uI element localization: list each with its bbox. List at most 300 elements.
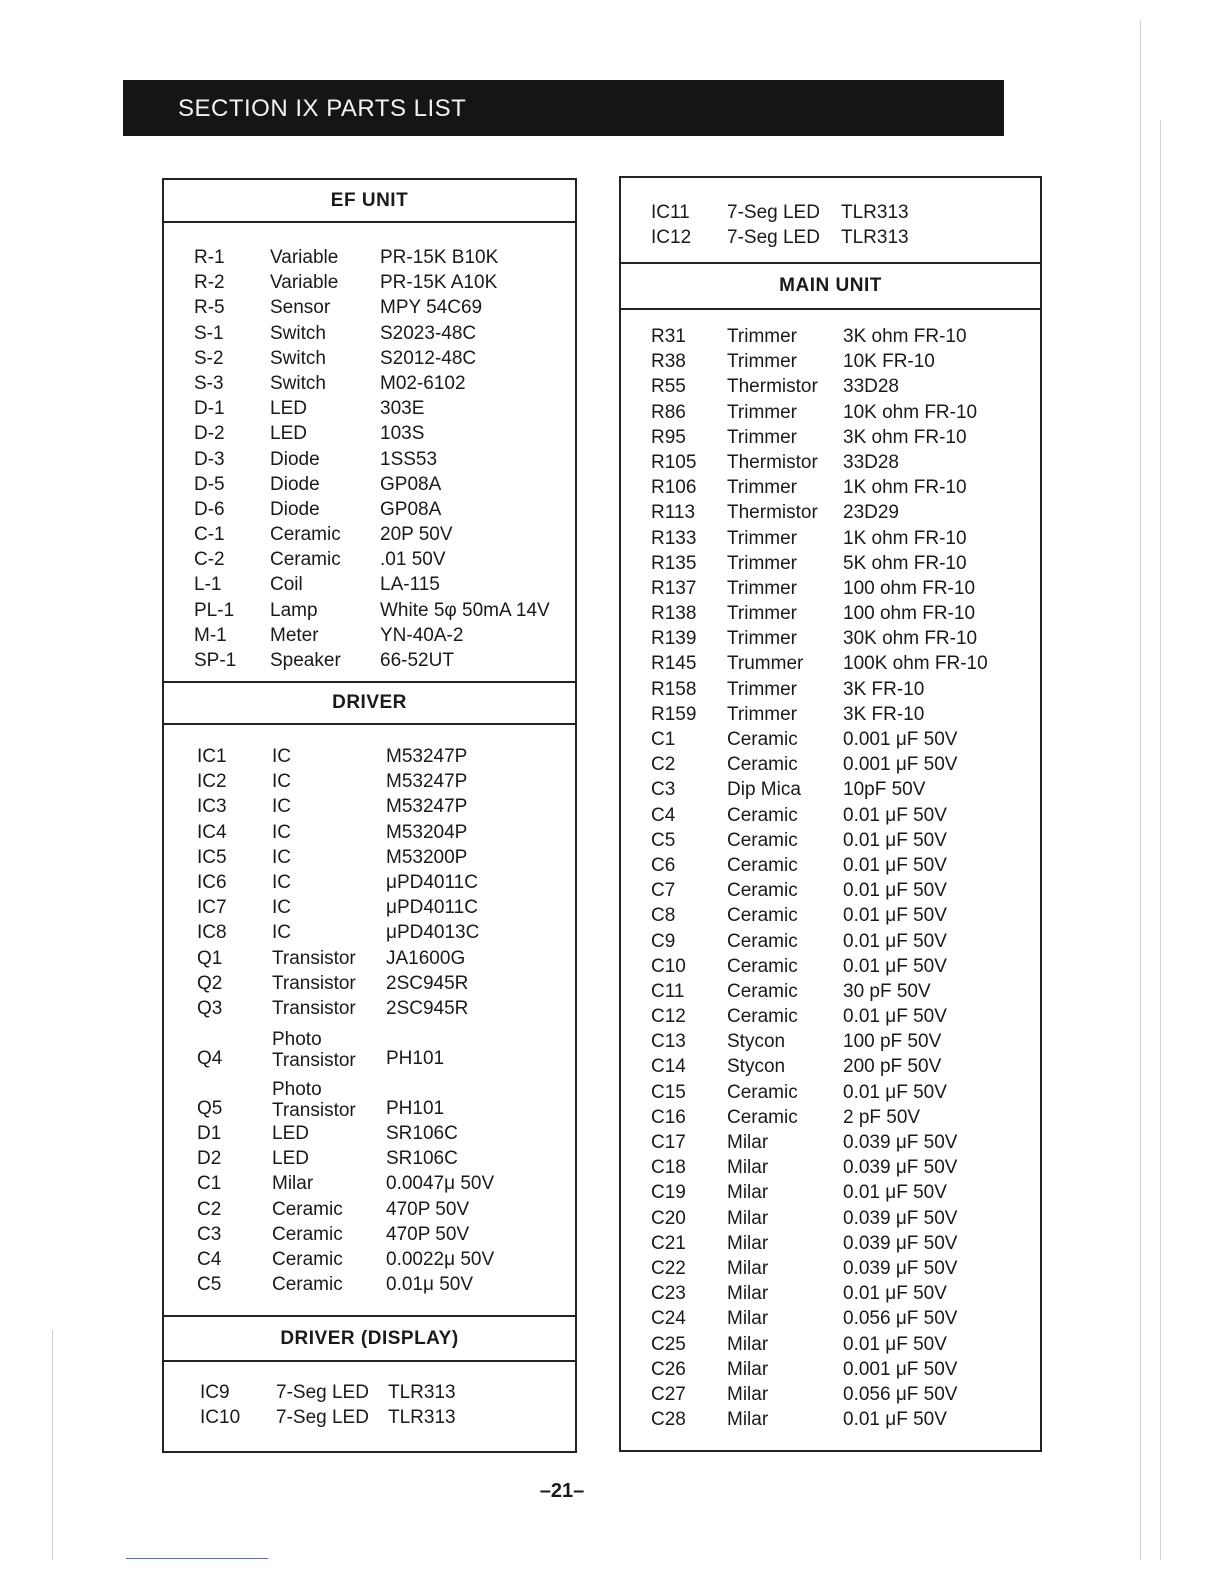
parts-row <box>621 803 1040 828</box>
ef-unit-heading: EF UNIT <box>164 180 575 223</box>
parts-row <box>621 828 1040 853</box>
part-value: μPD4011C <box>386 897 478 919</box>
part-ref: Q2 <box>197 972 223 994</box>
parts-row <box>164 1171 575 1196</box>
part-value: 0.039 μF 50V <box>843 1207 958 1229</box>
part-ref: C1 <box>197 1173 222 1195</box>
part-ref: L-1 <box>194 574 222 596</box>
part-desc: Trummer <box>727 653 804 675</box>
parts-row <box>621 1180 1040 1205</box>
parts-row <box>164 648 575 673</box>
part-desc: Lamp <box>270 599 318 621</box>
part-value: 33D28 <box>843 451 899 473</box>
parts-row <box>621 929 1040 954</box>
parts-row <box>621 400 1040 425</box>
parts-row <box>621 1281 1040 1306</box>
part-ref: Q3 <box>197 997 223 1019</box>
left-parts-panel <box>162 178 577 1453</box>
parts-row <box>621 225 1040 250</box>
part-desc: Ceramic <box>727 980 798 1002</box>
part-desc: Milar <box>727 1207 769 1229</box>
part-desc: Milar <box>727 1333 769 1355</box>
part-value: 0.01 μF 50V <box>843 880 947 902</box>
parts-row <box>621 651 1040 676</box>
parts-row <box>164 1405 575 1430</box>
page-number: –21– <box>539 1480 585 1502</box>
part-desc: Trimmer <box>727 527 797 549</box>
part-desc: Ceramic <box>727 1106 798 1128</box>
part-value: M53200P <box>386 846 468 868</box>
part-desc: Milar <box>727 1383 769 1405</box>
parts-row <box>164 920 575 945</box>
part-desc: IC <box>272 922 291 944</box>
parts-row <box>621 1080 1040 1105</box>
driver-display-list <box>164 1362 575 1430</box>
part-value: 100 ohm FR-10 <box>843 577 976 599</box>
part-desc: Dip Mica <box>727 779 801 801</box>
part-ref: PL-1 <box>194 599 235 621</box>
parts-row <box>621 702 1040 727</box>
parts-row <box>164 572 575 597</box>
part-value: YN-40A-2 <box>380 624 464 646</box>
part-desc: IC <box>272 746 291 767</box>
part-value: 1K ohm FR-10 <box>843 477 967 499</box>
parts-row <box>164 1071 575 1121</box>
part-desc: Thermistor <box>727 502 818 524</box>
part-ref: IC10 <box>200 1407 241 1429</box>
part-value: M53247P <box>386 771 468 793</box>
parts-row <box>621 1155 1040 1180</box>
part-desc: Ceramic <box>270 524 341 546</box>
parts-row <box>164 769 575 794</box>
part-value: 0.056 μF 50V <box>843 1308 958 1330</box>
parts-row <box>164 421 575 446</box>
parts-row <box>164 396 575 421</box>
parts-row <box>164 245 575 270</box>
part-value: 100K ohm FR-10 <box>843 653 988 675</box>
part-ref: M-1 <box>194 624 227 646</box>
part-ref: C4 <box>651 804 676 826</box>
part-desc: Trimmer <box>727 351 797 373</box>
part-ref: Q1 <box>197 947 223 969</box>
part-value: μPD4011C <box>386 871 478 893</box>
driver-heading: DRIVER <box>164 681 575 725</box>
parts-row <box>164 820 575 845</box>
part-ref: D-1 <box>194 398 225 420</box>
part-desc: Trimmer <box>727 426 797 448</box>
parts-row <box>621 500 1040 525</box>
parts-row <box>621 1054 1040 1079</box>
part-value: PH101 <box>386 1048 445 1070</box>
part-desc: Transistor <box>272 947 356 969</box>
parts-row <box>621 752 1040 777</box>
part-desc: Milar <box>727 1257 769 1279</box>
part-ref: C22 <box>651 1257 686 1279</box>
part-ref: C5 <box>197 1274 222 1296</box>
part-ref: IC9 <box>200 1382 230 1403</box>
part-ref: C2 <box>197 1198 222 1220</box>
part-ref: R133 <box>651 527 697 549</box>
part-desc: Ceramic <box>727 804 798 826</box>
part-desc: Meter <box>270 624 319 646</box>
part-desc: Milar <box>727 1358 769 1380</box>
part-value: 0.01 μF 50V <box>843 930 947 952</box>
parts-row <box>164 1222 575 1247</box>
parts-row <box>621 349 1040 374</box>
part-ref: C16 <box>651 1106 686 1128</box>
part-ref: C18 <box>651 1157 686 1179</box>
parts-row <box>164 623 575 648</box>
parts-row <box>164 744 575 769</box>
part-ref: SP-1 <box>194 650 237 671</box>
part-ref: IC12 <box>651 227 692 249</box>
part-value: MPY 54C69 <box>380 297 483 319</box>
part-ref: C-2 <box>194 549 225 571</box>
part-value: 200 pF 50V <box>843 1056 942 1078</box>
part-ref: R86 <box>651 401 686 423</box>
part-value: TLR313 <box>388 1407 456 1429</box>
parts-row <box>164 895 575 920</box>
part-desc: Milar <box>727 1283 769 1305</box>
parts-row <box>164 346 575 371</box>
part-ref: C10 <box>651 955 686 977</box>
parts-row <box>621 1332 1040 1357</box>
part-value: 20P 50V <box>380 524 453 546</box>
part-desc: Ceramic <box>272 1274 343 1296</box>
main-unit-heading: MAIN UNIT <box>621 262 1040 310</box>
part-desc: IC <box>272 897 291 919</box>
part-ref: C26 <box>651 1358 686 1380</box>
section-banner: SECTION IX PARTS LIST <box>123 80 1004 136</box>
part-value: 100 ohm FR-10 <box>843 603 976 625</box>
part-value: TLR313 <box>841 227 909 249</box>
part-desc: Photo Transistor <box>272 1029 356 1072</box>
part-ref: R139 <box>651 628 697 650</box>
parts-row <box>164 1021 575 1071</box>
parts-row <box>621 324 1040 349</box>
part-ref: S-3 <box>194 372 224 394</box>
part-desc: Stycon <box>727 1031 786 1053</box>
part-ref: C9 <box>651 930 676 952</box>
part-value: 3K ohm FR-10 <box>843 426 967 448</box>
part-value: SR106C <box>386 1123 458 1145</box>
part-ref: R158 <box>651 678 697 700</box>
part-ref: IC11 <box>651 202 690 223</box>
parts-row <box>621 979 1040 1004</box>
parts-row <box>621 878 1040 903</box>
parts-row <box>164 971 575 996</box>
parts-row <box>164 870 575 895</box>
part-ref: C12 <box>651 1006 686 1028</box>
part-value: 0.01 μF 50V <box>843 829 947 851</box>
part-desc: LED <box>270 398 307 420</box>
part-ref: R113 <box>651 502 696 524</box>
part-value: S2023-48C <box>380 322 477 344</box>
part-value: 303E <box>380 398 425 420</box>
part-value: 0.01 μF 50V <box>843 1333 947 1355</box>
part-ref: C25 <box>651 1333 686 1355</box>
part-desc: Trimmer <box>727 552 797 574</box>
parts-row <box>621 576 1040 601</box>
part-desc: Ceramic <box>727 754 798 776</box>
parts-row <box>621 374 1040 399</box>
scan-edge-line <box>1140 20 1141 1560</box>
part-desc: Variable <box>270 272 339 294</box>
part-desc: Switch <box>270 372 326 394</box>
part-ref: Q4 <box>197 1048 223 1070</box>
part-desc: Photo Transistor <box>272 1079 356 1122</box>
part-value: M53247P <box>386 796 468 818</box>
part-ref: R106 <box>651 477 697 499</box>
parts-row <box>621 777 1040 802</box>
part-ref: R145 <box>651 653 697 675</box>
part-ref: C3 <box>651 779 676 801</box>
parts-row <box>621 450 1040 475</box>
parts-row <box>164 996 575 1021</box>
part-desc: 7-Seg LED <box>727 227 820 249</box>
part-value: S2012-48C <box>380 347 477 369</box>
parts-row <box>621 425 1040 450</box>
parts-row <box>621 1357 1040 1382</box>
part-desc: Thermistor <box>727 451 818 473</box>
part-value: JA1600G <box>386 947 466 969</box>
part-desc: IC <box>272 821 291 843</box>
part-value: 10K FR-10 <box>843 351 935 373</box>
part-ref: R105 <box>651 451 697 473</box>
part-value: M53247P <box>386 746 468 767</box>
part-ref: D-6 <box>194 498 225 520</box>
part-desc: Ceramic <box>727 829 798 851</box>
parts-row <box>621 1029 1040 1054</box>
parts-row <box>164 321 575 346</box>
parts-row <box>621 954 1040 979</box>
part-ref: IC6 <box>197 871 227 893</box>
part-ref: C23 <box>651 1283 686 1305</box>
part-desc: IC <box>272 871 291 893</box>
part-value: 0.01 μF 50V <box>843 804 947 826</box>
part-ref: S-1 <box>194 322 224 344</box>
parts-row <box>164 270 575 295</box>
part-ref: C28 <box>651 1409 686 1431</box>
parts-row <box>164 946 575 971</box>
part-value: 2 pF 50V <box>843 1106 921 1128</box>
parts-row <box>164 295 575 320</box>
part-ref: C13 <box>651 1031 686 1053</box>
part-ref: C17 <box>651 1132 686 1153</box>
part-value: 0.001 μF 50V <box>843 754 958 776</box>
part-value: 30K ohm FR-10 <box>843 628 978 650</box>
parts-row <box>164 598 575 623</box>
part-value: 0.01 μF 50V <box>843 1409 947 1431</box>
parts-row <box>621 1256 1040 1281</box>
part-ref: C8 <box>651 905 676 927</box>
part-value: 3K FR-10 <box>843 703 925 725</box>
part-ref: D-5 <box>194 473 225 495</box>
parts-row <box>164 794 575 819</box>
part-ref: D1 <box>197 1123 222 1145</box>
scan-edge-line <box>1160 120 1161 1560</box>
parts-row <box>164 497 575 522</box>
part-ref: C4 <box>197 1249 222 1270</box>
part-desc: Ceramic <box>727 1006 798 1028</box>
scan-edge-line <box>52 1330 53 1560</box>
parts-row <box>621 200 1040 225</box>
part-value: 0.0022μ 50V <box>386 1249 495 1270</box>
part-ref: C19 <box>651 1182 686 1204</box>
part-ref: R159 <box>651 703 697 725</box>
part-ref: R31 <box>651 326 686 347</box>
part-desc: Milar <box>727 1308 769 1330</box>
part-desc: IC <box>272 796 291 818</box>
part-ref: IC5 <box>197 846 227 868</box>
parts-row <box>621 677 1040 702</box>
part-value: 0.01 μF 50V <box>843 905 947 927</box>
part-value: 0.039 μF 50V <box>843 1257 958 1279</box>
part-value: 103S <box>380 423 425 445</box>
footer-rule <box>126 1558 268 1559</box>
part-value: 470P 50V <box>386 1198 470 1220</box>
part-ref: C11 <box>651 980 685 1002</box>
parts-row <box>621 1105 1040 1130</box>
parts-row <box>164 1272 575 1297</box>
parts-row <box>621 1306 1040 1331</box>
part-desc: Milar <box>727 1157 769 1179</box>
part-desc: Trimmer <box>727 603 797 625</box>
part-value: LA-115 <box>380 574 440 596</box>
part-desc: LED <box>270 423 307 445</box>
part-ref: C5 <box>651 829 676 851</box>
parts-row <box>164 547 575 572</box>
parts-row <box>164 1197 575 1222</box>
parts-row <box>621 727 1040 752</box>
parts-row <box>621 526 1040 551</box>
part-ref: IC8 <box>197 922 227 944</box>
part-desc: Ceramic <box>272 1198 343 1220</box>
part-ref: C15 <box>651 1081 686 1103</box>
part-ref: C-1 <box>194 524 225 546</box>
parts-row <box>164 845 575 870</box>
part-desc: Diode <box>270 448 320 470</box>
part-value: TLR313 <box>841 202 909 223</box>
parts-row <box>621 1130 1040 1155</box>
driver-list <box>164 725 575 1315</box>
part-desc: Ceramic <box>727 729 798 750</box>
part-desc: Coil <box>270 574 303 596</box>
parts-row <box>621 853 1040 878</box>
part-desc: Ceramic <box>270 549 341 571</box>
part-desc: Switch <box>270 322 326 344</box>
part-desc: Trimmer <box>727 628 797 650</box>
part-value: 3K FR-10 <box>843 678 925 700</box>
part-value: 0.001 μF 50V <box>843 729 958 750</box>
part-value: 470P 50V <box>386 1223 470 1245</box>
part-value: White 5φ 50mA 14V <box>380 599 550 621</box>
main-unit-list <box>621 310 1040 1432</box>
part-desc: Transistor <box>272 972 356 994</box>
part-desc: Trimmer <box>727 678 797 700</box>
part-desc: IC <box>272 846 291 868</box>
part-desc: Ceramic <box>727 854 798 876</box>
part-desc: Milar <box>272 1173 314 1195</box>
parts-row <box>164 1247 575 1272</box>
part-ref: R55 <box>651 376 686 398</box>
part-desc: Ceramic <box>727 930 798 952</box>
part-ref: C1 <box>651 729 676 750</box>
part-desc: Variable <box>270 247 339 268</box>
part-value: μPD4013C <box>386 922 480 944</box>
part-ref: D2 <box>197 1148 222 1170</box>
part-value: 0.0047μ 50V <box>386 1173 495 1195</box>
parts-row <box>621 1206 1040 1231</box>
part-value: 100 pF 50V <box>843 1031 942 1053</box>
ef-unit-list <box>164 223 575 681</box>
part-value: 66-52UT <box>380 650 454 671</box>
parts-row <box>621 1407 1040 1432</box>
parts-row <box>621 626 1040 651</box>
part-value: 0.01 μF 50V <box>843 854 947 876</box>
part-value: 0.01 μF 50V <box>843 1081 947 1103</box>
part-ref: IC2 <box>197 771 227 793</box>
part-ref: R138 <box>651 603 697 625</box>
part-value: 0.01 μF 50V <box>843 1182 947 1204</box>
part-value: PH101 <box>386 1098 445 1120</box>
part-desc: Sensor <box>270 297 331 319</box>
part-desc: Trimmer <box>727 401 797 423</box>
parts-row <box>164 1146 575 1171</box>
part-desc: Ceramic <box>727 1081 798 1103</box>
part-value: 3K ohm FR-10 <box>843 326 967 347</box>
part-ref: C14 <box>651 1056 686 1078</box>
driver-display-heading: DRIVER (DISPLAY) <box>164 1315 575 1362</box>
parts-row <box>164 1380 575 1405</box>
parts-row <box>621 551 1040 576</box>
parts-row <box>621 1231 1040 1256</box>
parts-row <box>164 1121 575 1146</box>
part-desc: Ceramic <box>727 880 798 902</box>
part-value: GP08A <box>380 473 442 495</box>
part-value: PR-15K B10K <box>380 247 499 268</box>
part-ref: R-5 <box>194 297 225 319</box>
part-desc: Ceramic <box>727 955 798 977</box>
part-ref: R135 <box>651 552 697 574</box>
parts-row <box>621 1382 1040 1407</box>
part-value: 30 pF 50V <box>843 980 931 1002</box>
part-value: 10pF 50V <box>843 779 926 801</box>
parts-row <box>164 472 575 497</box>
parts-row <box>164 447 575 472</box>
part-desc: 7-Seg LED <box>276 1382 369 1403</box>
part-desc: 7-Seg LED <box>276 1407 369 1429</box>
part-ref: R95 <box>651 426 686 448</box>
part-desc: LED <box>272 1123 309 1145</box>
part-value: 1SS53 <box>380 448 438 470</box>
part-value: PR-15K A10K <box>380 272 498 294</box>
part-ref: R38 <box>651 351 686 373</box>
part-ref: R-2 <box>194 272 225 294</box>
part-value: 0.039 μF 50V <box>843 1132 958 1153</box>
part-value: 0.001 μF 50V <box>843 1358 958 1380</box>
part-ref: IC4 <box>197 821 227 843</box>
part-ref: C2 <box>651 754 676 776</box>
part-ref: D-2 <box>194 423 225 445</box>
part-desc: Stycon <box>727 1056 786 1078</box>
part-desc: Speaker <box>270 650 341 671</box>
part-desc: Thermistor <box>727 376 818 398</box>
part-desc: Ceramic <box>727 905 798 927</box>
part-value: M02-6102 <box>380 372 466 394</box>
part-ref: C24 <box>651 1308 686 1330</box>
part-value: 23D29 <box>843 502 899 524</box>
